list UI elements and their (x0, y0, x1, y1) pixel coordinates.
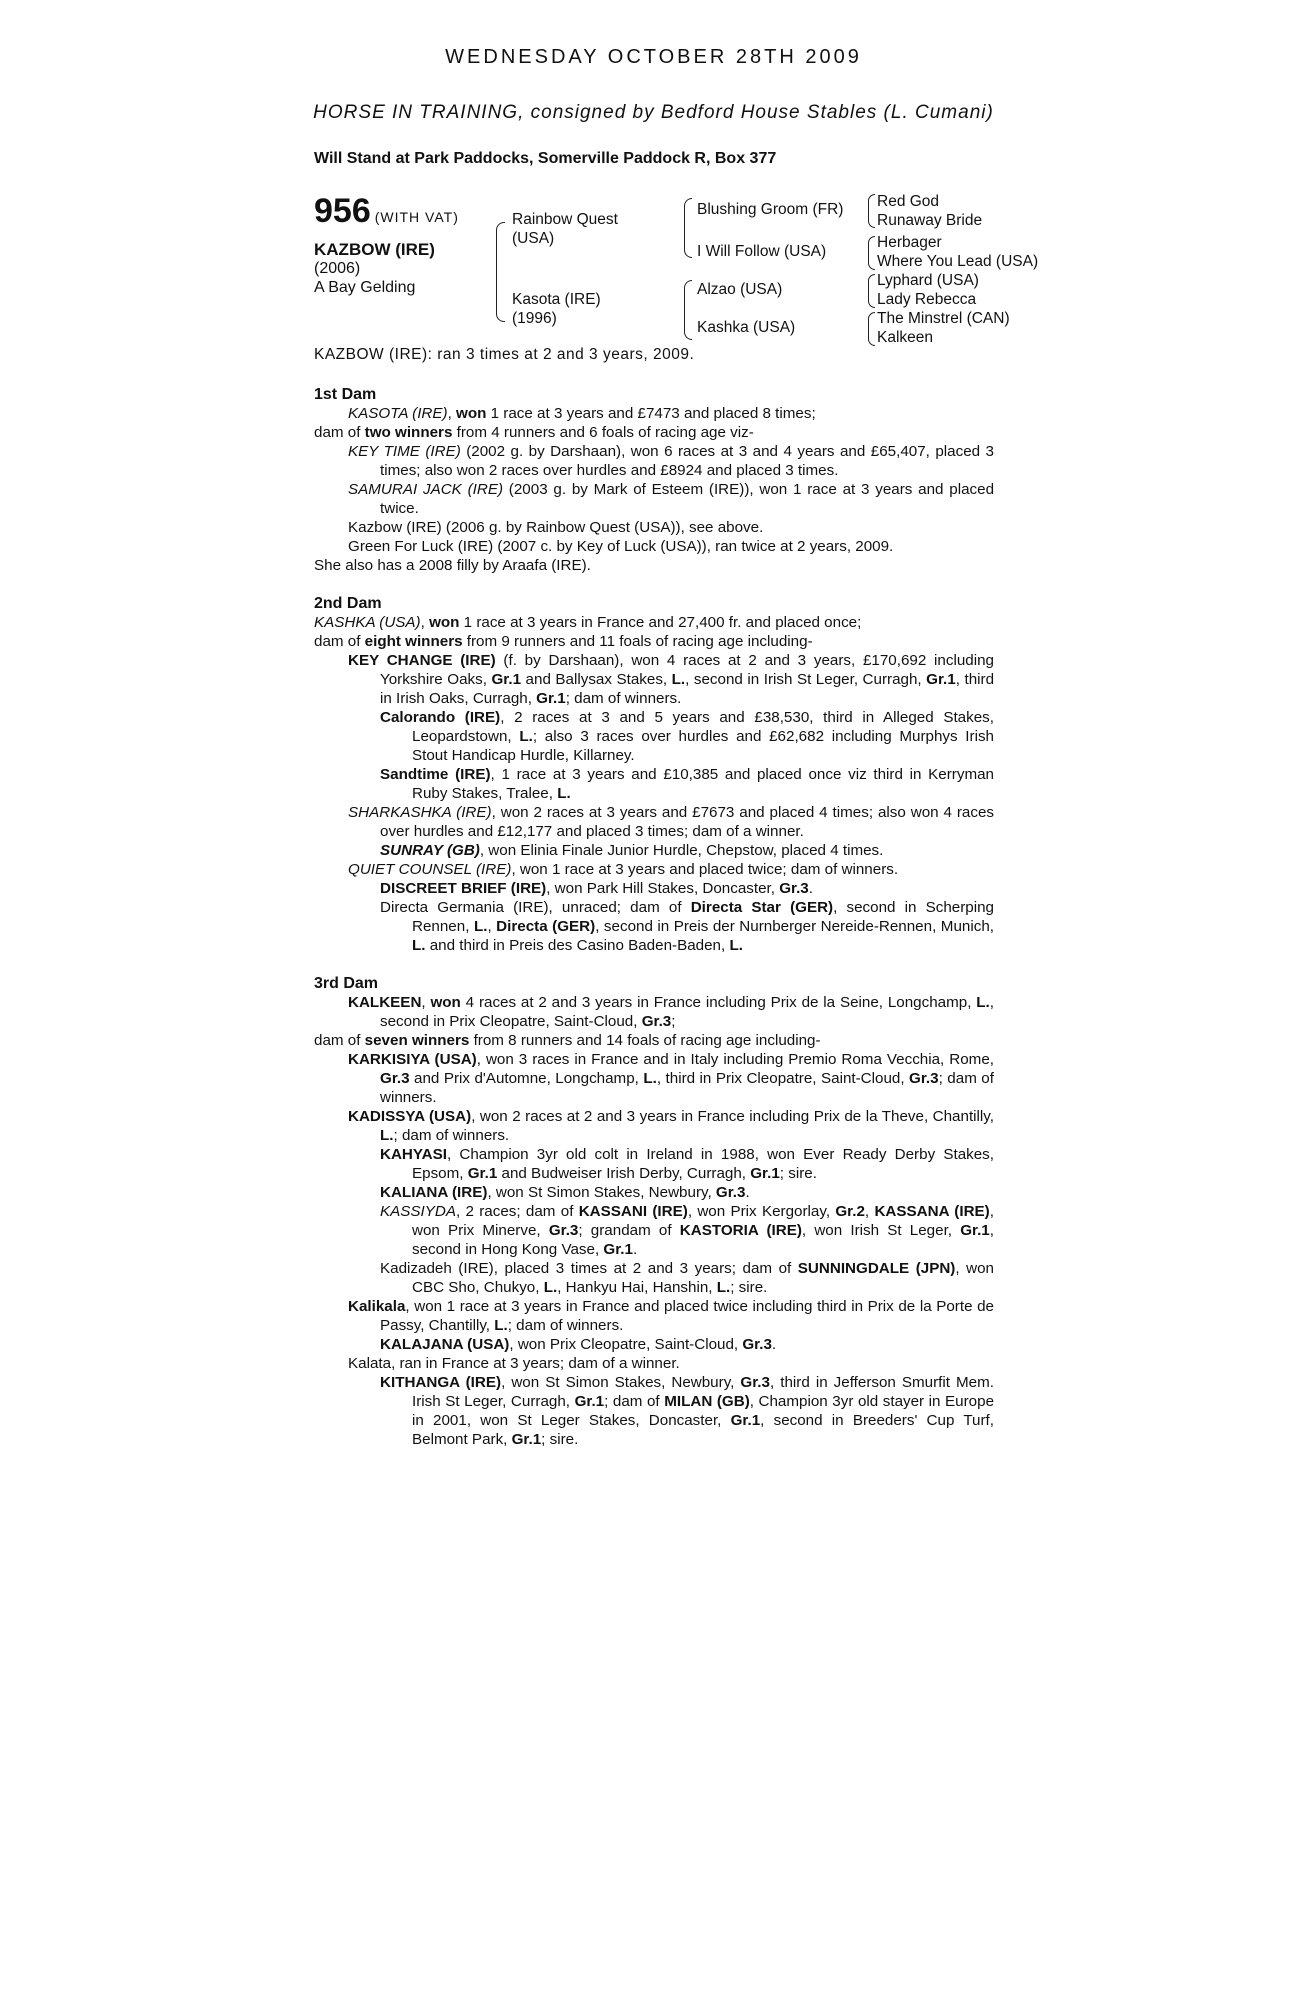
listed-label: L. (473, 918, 488, 935)
sire-sire: Blushing Groom (FR) (697, 201, 844, 218)
produce-entry (314, 765, 994, 803)
second-dam-section (314, 594, 994, 955)
grade-label: Gr.3 (380, 1070, 410, 1087)
grade-label: Gr.1 (960, 1222, 990, 1239)
produce-entry (314, 651, 994, 708)
produce-text: , second in Irish St Leger, Curragh, (685, 671, 927, 688)
produce-text: , Hankyu Hai, Hanshin, (557, 1279, 717, 1296)
produce-text: , (864, 1203, 875, 1220)
listed-label: L. (543, 1279, 558, 1296)
listed-label: L. (671, 671, 686, 688)
produce-text: , won Prix Cleopatre, Saint-Cloud, (509, 1336, 743, 1353)
listed-label: L. (412, 937, 426, 954)
grade-label: Gr.3 (715, 1184, 746, 1201)
dd-sire: The Minstrel (CAN) (877, 310, 1010, 327)
produce-text: (2002 g. by Darshaan), won 6 races at 3 and 4 years and £65,407, placed 3 times; also won 2 races over hurdles and £8924 and placed 3 times. (380, 443, 995, 479)
produce-text: , (487, 918, 497, 935)
third-dam-produce-summary (314, 1031, 994, 1050)
produce-text: and Prix d'Automne, Longchamp, (409, 1070, 644, 1087)
produce-text: ; dam of winners. (393, 1127, 510, 1144)
horse-name: KAZBOW (IRE) (314, 240, 435, 259)
ss-brace (868, 194, 875, 228)
dam-of-suffix: from 8 runners and 14 foals of racing age including- (469, 1032, 821, 1049)
produce-entry (314, 1107, 994, 1145)
produce-name: KADISSYA (USA) (348, 1108, 472, 1125)
grade-label: Gr.3 (548, 1222, 579, 1239)
won-label: won (429, 614, 460, 631)
produce-name: KALAJANA (USA) (380, 1336, 510, 1353)
sd-dam: Where You Lead (USA) (877, 253, 1039, 270)
listed-label: L. (519, 728, 533, 745)
first-dam-heading: 1st Dam (314, 386, 377, 403)
dam-of-prefix: dam of (314, 424, 365, 441)
dam-parents-brace (684, 280, 692, 340)
produce-text: , second in Hong Kong Vase, (412, 1222, 994, 1258)
second-dam-produce-summary (314, 632, 994, 651)
ss-dam: Runaway Bride (877, 212, 983, 229)
dd-dam: Kalkeen (877, 329, 934, 346)
produce-name: Kalikala (348, 1298, 406, 1315)
winners-count: seven winners (364, 1032, 470, 1049)
first-dam-footer: She also has a 2008 filly by Araafa (IRE). (314, 557, 591, 574)
dam-name: Kasota (IRE) (512, 291, 601, 308)
produce-text: ; dam of winners. (565, 690, 682, 707)
produce-text: and Budweiser Irish Derby, Curragh, (497, 1165, 751, 1182)
stand-location: Will Stand at Park Paddocks, Somerville Paddock R, Box 377 (314, 150, 777, 167)
third-dam-heading: 3rd Dam (314, 975, 379, 992)
produce-entry: Kazbow (IRE) (2006 g. by Rainbow Quest (USA)), see above. (348, 519, 764, 536)
produce-name: KASSANA (IRE) (874, 1203, 990, 1220)
grade-label: Gr.3 (641, 1013, 672, 1030)
listed-label: L. (729, 937, 743, 954)
produce-text: , second in Scherping Rennen, (412, 899, 994, 935)
ds-dam: Lady Rebecca (877, 291, 977, 308)
ds-brace (868, 274, 875, 308)
produce-text: ; sire. (730, 1279, 768, 1296)
race-record-note: KAZBOW (IRE): ran 3 times at 2 and 3 years, 2009. (314, 346, 695, 363)
produce-entry (314, 1202, 994, 1259)
sire-parents-brace (684, 198, 692, 258)
produce-text: ; also 3 races over hurdles and £62,682 including Murphys Irish Stout Handicap Hurdle, Killarney. (412, 728, 994, 764)
listed-label: L. (716, 1279, 731, 1296)
produce-name: Directa Star (GER) (690, 899, 834, 916)
produce-entry (314, 480, 994, 518)
first-dam-section (314, 385, 994, 575)
grade-label: Gr.3 (742, 1336, 772, 1353)
produce-text: (f. by Darshaan), won 4 races at 2 and 3 years, £170,692 including Yorkshire Oaks, (380, 652, 994, 688)
produce-name: SHARKASHKA (IRE) (348, 804, 492, 821)
won-label: won (430, 994, 461, 1011)
sd-brace (868, 236, 875, 270)
produce-text: , 2 races at 3 and 5 years and £38,530, third in Alleged Stakes, Leopardstown, (412, 709, 994, 745)
produce-name: SUNRAY (GB) (380, 842, 480, 859)
first-dam-text: 1 race at 3 years and £7473 and placed 8 times; (486, 405, 816, 422)
produce-entry (314, 1050, 994, 1107)
produce-text: Directa Germania (IRE), unraced; dam of (380, 899, 691, 916)
produce-name: KALIANA (IRE) (380, 1184, 488, 1201)
produce-text: . (771, 1336, 777, 1353)
produce-text: ; sire. (541, 1431, 579, 1448)
vat-note: (WITH VAT) (374, 209, 459, 225)
produce-name: KITHANGA (IRE) (380, 1374, 502, 1391)
produce-text: . (745, 1184, 750, 1201)
dam-of-suffix: from 4 runners and 6 foals of racing age viz- (452, 424, 754, 441)
produce-text: ; sire. (779, 1165, 817, 1182)
produce-text: , third in Jefferson Smurfit Mem. Irish St Leger, Curragh, (412, 1374, 994, 1410)
produce-text: , Champion 3yr old stayer in Europe in 2001, won St Leger Stakes, Doncaster, (412, 1393, 995, 1429)
produce-name: KARKISIYA (USA) (348, 1051, 477, 1068)
horse-description: A Bay Gelding (314, 279, 416, 296)
grade-label: Gr.1 (467, 1165, 498, 1182)
produce-entry (314, 1259, 994, 1297)
produce-entry (314, 708, 994, 765)
won-label: won (456, 405, 487, 422)
grade-label: Gr.1 (574, 1393, 605, 1410)
produce-name: MILAN (GB) (664, 1393, 750, 1410)
third-dam-text: , second in Prix Cleopatre, Saint-Cloud, (380, 994, 994, 1030)
grade-label: Gr.2 (835, 1203, 865, 1220)
produce-entry (314, 860, 994, 879)
produce-name: Directa (GER) (496, 918, 596, 935)
produce-name: KAHYASI (380, 1146, 447, 1163)
produce-name: QUIET COUNSEL (IRE) (348, 861, 512, 878)
produce-name: KASSIYDA (380, 1203, 456, 1220)
sire-dam: I Will Follow (USA) (697, 243, 827, 260)
ds-sire: Lyphard (USA) (877, 272, 979, 289)
produce-text: , won St Simon Stakes, Newbury, (487, 1184, 716, 1201)
produce-entry: Green For Luck (IRE) (2007 c. by Key of Luck (USA)), ran twice at 2 years, 2009. (348, 538, 894, 555)
produce-text: , Champion 3yr old colt in Ireland in 1988, won Ever Ready Derby Stakes, Epsom, (412, 1146, 994, 1182)
produce-name: KASTORIA (IRE) (679, 1222, 802, 1239)
grade-label: Gr.1 (511, 1431, 542, 1448)
produce-entry (314, 879, 994, 898)
produce-entry (314, 898, 994, 955)
produce-text: , second in Preis der Nurnberger Nereide-Rennen, Munich, (595, 918, 994, 935)
dam-sire: Alzao (USA) (697, 281, 783, 298)
produce-text: . (808, 880, 813, 897)
second-dam-name: KASHKA (USA) (314, 614, 421, 631)
produce-name: SUNNINGDALE (JPN) (797, 1260, 956, 1277)
produce-text: , won 1 race at 3 years in France and placed twice including third in Prix de la Porte de Passy, Chantilly, (380, 1298, 994, 1334)
listed-label: L. (494, 1317, 508, 1334)
second-dam-text: 1 race at 3 years in France and 27,400 fr. and placed once; (459, 614, 862, 631)
produce-text: and third in Preis des Casino Baden-Baden, (425, 937, 730, 954)
produce-name: KEY TIME (IRE) (348, 443, 461, 460)
sire-name: Rainbow Quest (512, 211, 618, 228)
grade-label: Gr.1 (491, 671, 522, 688)
second-dam-record: KASHKA (USA), won 1 race at 3 years in France and 27,400 fr. and placed once; (314, 614, 862, 631)
produce-text: , third in Prix Cleopatre, Saint-Cloud, (656, 1070, 910, 1087)
produce-text: Kadizadeh (IRE), placed 3 times at 2 and 3 years; dam of (380, 1260, 798, 1277)
produce-text: ; grandam of (578, 1222, 680, 1239)
produce-entry (314, 1373, 994, 1449)
sd-sire: Herbager (877, 234, 942, 251)
produce-text: and Ballysax Stakes, (521, 671, 672, 688)
produce-entry (314, 841, 994, 860)
produce-entry (314, 1145, 994, 1183)
lot-number-block (314, 192, 459, 231)
third-dam-section (314, 974, 994, 1449)
listed-label: L. (557, 785, 571, 802)
produce-entry: Kalata, ran in France at 3 years; dam of a winner. (348, 1355, 680, 1372)
second-dam-heading: 2nd Dam (314, 595, 382, 612)
lot-number: 956 (314, 192, 371, 230)
first-dam-name: KASOTA (IRE) (348, 405, 448, 422)
grade-label: Gr.3 (909, 1070, 939, 1087)
produce-name: SAMURAI JACK (IRE) (348, 481, 504, 498)
third-dam-text: 4 races at 2 and 3 years in France including Prix de la Seine, Longchamp, (460, 994, 977, 1011)
produce-text: , won Prix Kergorlay, (687, 1203, 836, 1220)
produce-text: (2003 g. by Mark of Esteem (IRE)), won 1 race at 3 years and placed twice. (380, 481, 995, 517)
sale-date: WEDNESDAY OCTOBER 28TH 2009 (445, 46, 862, 68)
third-dam-name: KALKEEN (348, 994, 422, 1011)
produce-name: KASSANI (IRE) (578, 1203, 688, 1220)
first-dam-produce-summary (314, 423, 994, 442)
produce-text: ; dam of (604, 1393, 665, 1410)
sire-country: (USA) (512, 230, 555, 247)
first-dam-record: KASOTA (IRE), won 1 race at 3 years and £7473 and placed 8 times; (348, 405, 816, 422)
produce-name: KEY CHANGE (IRE) (348, 652, 496, 669)
produce-text: , won CBC Sho, Chukyo, (412, 1260, 994, 1296)
grade-label: Gr.3 (779, 880, 809, 897)
produce-text: , won Elinia Finale Junior Hurdle, Chepstow, placed 4 times. (479, 842, 884, 859)
winners-count: eight winners (364, 633, 463, 650)
third-dam-record: KALKEEN, won 4 races at 2 and 3 years in France including Prix de la Seine, Longchamp, L., second in Prix Cleopatre, Saint-Cloud, Gr.3; (348, 994, 994, 1030)
sire-block (512, 210, 618, 248)
grade-label: Gr.1 (603, 1241, 633, 1258)
produce-text: , won Park Hill Stakes, Doncaster, (546, 880, 780, 897)
dd-brace (868, 312, 875, 346)
horse-year: (2006) (314, 260, 361, 277)
produce-text: , 2 races; dam of (455, 1203, 579, 1220)
produce-entry (314, 803, 994, 841)
dam-year: (1996) (512, 310, 557, 327)
dam-dam: Kashka (USA) (697, 319, 796, 336)
listed-label: L. (380, 1127, 394, 1144)
ss-sire: Red God (877, 193, 940, 210)
dam-of-prefix: dam of (314, 633, 365, 650)
produce-text: , second in Breeders' Cup Turf, Belmont Park, (412, 1412, 994, 1448)
produce-text: ; dam of winners. (380, 1070, 994, 1106)
produce-name: Sandtime (IRE) (380, 766, 491, 783)
grade-label: Gr.1 (730, 1412, 761, 1429)
listed-label: L. (976, 994, 990, 1011)
dam-of-prefix: dam of (314, 1032, 365, 1049)
sire-dam-brace (496, 222, 505, 322)
produce-text: , won 2 races at 2 and 3 years in France including Prix de la Theve, Chantilly, (471, 1108, 994, 1125)
produce-text: , won Irish St Leger, (801, 1222, 961, 1239)
dam-block (512, 290, 601, 328)
produce-entry (314, 1183, 994, 1202)
produce-text: . (632, 1241, 638, 1258)
produce-entry (314, 1297, 994, 1335)
produce-name: DISCREET BRIEF (IRE) (380, 880, 547, 897)
produce-text: , won Prix Minerve, (412, 1203, 994, 1239)
produce-entry (314, 442, 994, 480)
consignment-heading: HORSE IN TRAINING, consigned by Bedford House Stables (L. Cumani) (313, 102, 994, 123)
produce-entry (314, 1335, 994, 1354)
produce-text: ; dam of winners. (507, 1317, 624, 1334)
listed-label: L. (643, 1070, 657, 1087)
grade-label: Gr.1 (536, 690, 566, 707)
produce-text: , third in Irish Oaks, Curragh, (380, 671, 995, 707)
produce-text: , won St Simon Stakes, Newbury, (501, 1374, 741, 1391)
dam-of-suffix: from 9 runners and 11 foals of racing age including- (462, 633, 813, 650)
produce-text: , won 1 race at 3 years and placed twice; dam of winners. (511, 861, 899, 878)
grade-label: Gr.1 (926, 671, 956, 688)
produce-name: Calorando (IRE) (380, 709, 501, 726)
winners-count: two winners (364, 424, 453, 441)
third-dam-text: ; (671, 1013, 676, 1030)
grade-label: Gr.1 (750, 1165, 780, 1182)
grade-label: Gr.3 (740, 1374, 770, 1391)
produce-text: , won 3 races in France and in Italy including Premio Roma Vecchia, Rome, (476, 1051, 994, 1068)
produce-text: , won 2 races at 3 years and £7673 and placed 4 times; also won 4 races over hurdles and £12,177 and placed 3 times; dam of a winner. (380, 804, 994, 840)
horse-info (314, 240, 435, 297)
produce-text: , 1 race at 3 years and £10,385 and placed once viz third in Kerryman Ruby Stakes, Tralee, (412, 766, 995, 802)
